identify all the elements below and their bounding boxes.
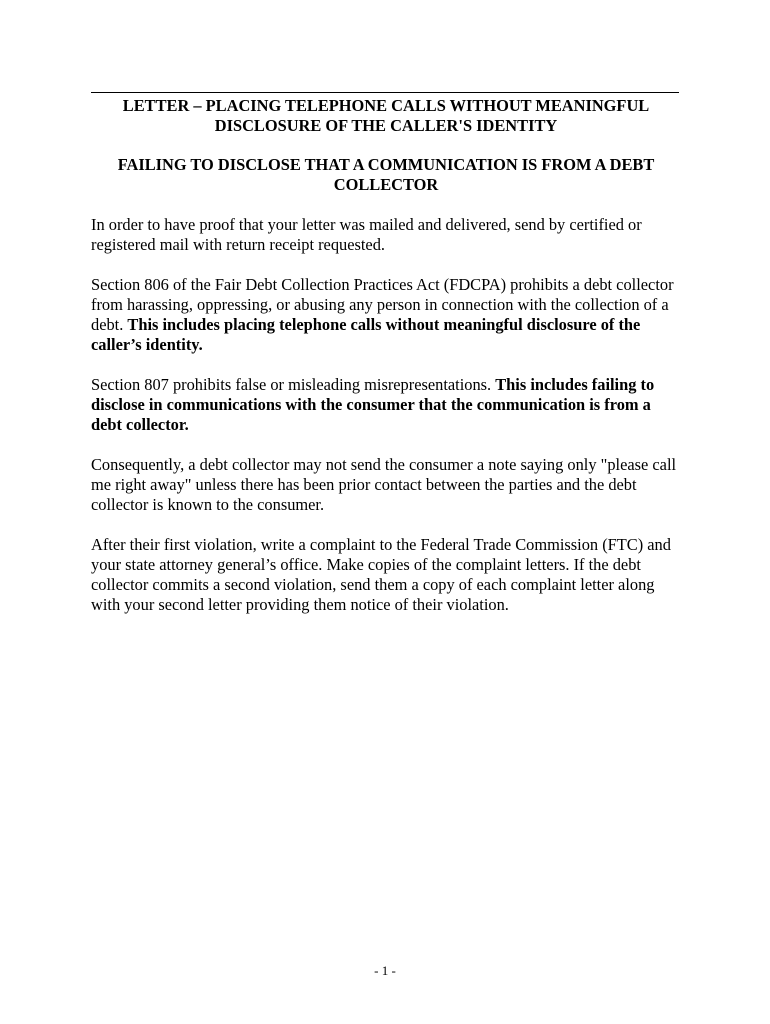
- paragraph-consequently: Consequently, a debt collector may not send the consumer a note saying only "please call me right away" unless there has been prior contact between the parties and the debt collector is known to the consumer.: [91, 455, 677, 514]
- section-806-text: Section 806 of the Fair Debt Collection Practices Act (FDCPA) prohibits a debt collector from harassing, oppressing, or abusing any person in connection with the collection of a debt.: [91, 275, 674, 334]
- paragraph-section-806: [91, 275, 681, 355]
- top-rule-divider: [91, 92, 679, 93]
- page-number: - 1 -: [374, 963, 396, 978]
- paragraph-mailing: In order to have proof that your letter was mailed and delivered, send by certified or registered mail with return receipt requested.: [91, 215, 642, 254]
- subtitle-line-2: COLLECTOR: [333, 175, 439, 194]
- paragraph-section-807: [91, 375, 681, 435]
- section-807-emphasis: This includes failing to disclose in communications with the consumer that the communication is from a debt collector.: [91, 375, 655, 434]
- section-807-text: Section 807 prohibits false or misleading misrepresentations.: [91, 375, 496, 394]
- document-title: [91, 96, 681, 136]
- document-body: [91, 96, 681, 615]
- title-line-2: DISCLOSURE OF THE CALLER'S IDENTITY: [214, 116, 558, 135]
- subtitle-line-1: FAILING TO DISCLOSE THAT A COMMUNICATION IS FROM A DEBT: [117, 155, 655, 174]
- paragraph-after-violation: After their first violation, write a complaint to the Federal Trade Commission (FTC) and your state attorney general’s office. Make copies of the complaint letters. If the debt collector commits a second violation, send them a copy of each complaint letter along with your second letter providing them notice of their violation.: [91, 535, 671, 614]
- title-line-1: LETTER – PLACING TELEPHONE CALLS WITHOUT MEANINGFUL: [122, 96, 650, 115]
- document-subtitle: [91, 155, 681, 195]
- section-806-emphasis: This includes placing telephone calls without meaningful disclosure of the caller’s identity.: [91, 315, 641, 354]
